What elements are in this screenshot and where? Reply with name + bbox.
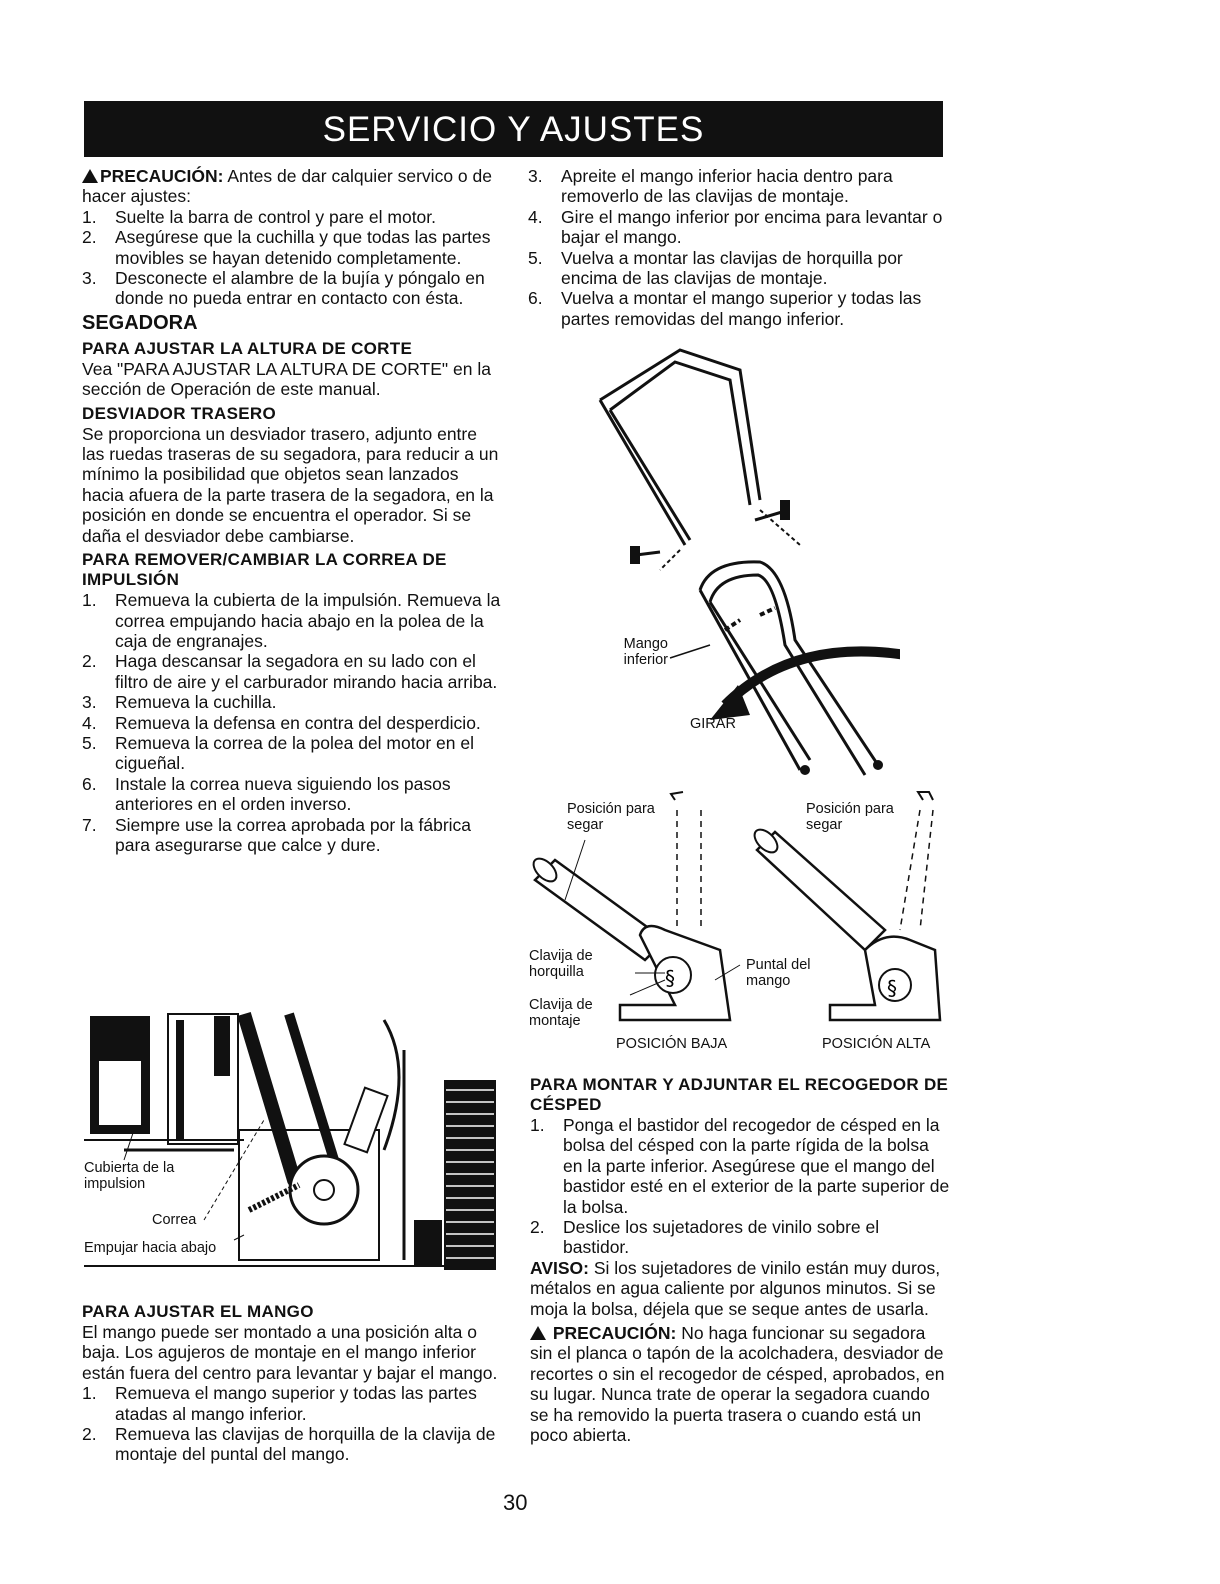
- mango-steps-cont: [528, 166, 948, 329]
- desviador-text: Se proporciona un desviador trasero, adjunto entre las ruedas traseras de su segadora, para reducir a un mínimo la posibilidad que objetos sean lanzados hacia afuera de la parte trasera de la segadora, en la posición en donde se encuentra el operador. Si se daña el desviador debe cambiarse.: [82, 423, 499, 546]
- warning-icon: [82, 169, 98, 183]
- label-posicion-alta: POSICIÓN ALTA: [822, 1036, 931, 1052]
- right-column: [528, 166, 948, 329]
- label-clavija-montaje: Clavija de montaje: [529, 997, 593, 1029]
- label-posicion-baja: POSICIÓN BAJA: [616, 1036, 728, 1052]
- list-item: 2. Deslice los sujetadores de vinilo sobre el bastidor.: [530, 1217, 880, 1258]
- label-clavija-horquilla: Clavija de horquilla: [529, 948, 593, 980]
- list-item: 5. Remueva la correa de la polea del motor en el cigueñal.: [82, 732, 474, 774]
- list-item: 1. Remueva la cubierta de la impulsión. Remueva la correa empujando hacia abajo en la polea de la caja de engranajes.: [82, 590, 501, 651]
- page-number: 30: [503, 1490, 528, 1515]
- recogedor-steps: [530, 1115, 950, 1258]
- svg-text:§: §: [887, 976, 897, 1000]
- heading-mango: PARA AJUSTAR EL MANGO: [82, 1302, 314, 1321]
- label-mango-inferior: Mango inferior: [623, 636, 668, 668]
- label-empujar: Empujar hacia abajo: [84, 1240, 217, 1256]
- label-cubierta: Cubierta de la impulsion: [84, 1160, 175, 1192]
- aviso-text: AVISO: Si los sujetadores de vinilo están muy duros, métalos en agua caliente por algunos minutos. Si se moja la bolsa, déjela que se seque antes de usarla.: [530, 1257, 941, 1319]
- list-item: 2. Haga descansar la segadora en su lado con el filtro de aire y el carburador mirando hacia arriba.: [82, 651, 498, 692]
- drive-belt-illustration: [84, 1010, 500, 1272]
- label-correa: Correa: [152, 1212, 197, 1228]
- mango-steps: [82, 1383, 502, 1465]
- list-item: 7. Siempre use la correa aprobada por la fábrica para asegurarse que calce y dure.: [82, 814, 472, 855]
- list-item: 4. Gire el mango inferior por encima para levantar o bajar el mango.: [528, 206, 943, 248]
- label-pos-segar-baja: Posición para segar: [567, 801, 655, 833]
- warning-icon: [530, 1326, 546, 1340]
- mango-text: El mango puede ser montado a una posición alta o baja. Los agujeros de montaje en el mango inferior están fuera del centro para levantar y bajar el mango.: [82, 1322, 498, 1383]
- list-item: 6. Vuelva a montar el mango superior y todas las partes removidas del mango inferior.: [528, 288, 922, 329]
- svg-text:§: §: [665, 966, 675, 990]
- list-item: 1. Suelte la barra de control y pare el motor.: [82, 206, 437, 227]
- caution-steps: [82, 207, 502, 309]
- left-column-bottom: [82, 1298, 502, 1465]
- altura-text: Vea "PARA AJUSTAR LA ALTURA DE CORTE" en la sección de Operación de este manual.: [82, 358, 491, 400]
- section-heading-segadora: SEGADORA: [82, 311, 198, 334]
- heading-desviador: DESVIADOR TRASERO: [82, 403, 277, 423]
- caution-intro: PRECAUCIÓN: Antes de dar calquier servico o de hacer ajustes:: [82, 166, 492, 207]
- label-puntal: Puntal del mango: [746, 957, 811, 989]
- left-column: [82, 166, 502, 855]
- list-item: 4. Remueva la defensa en contra del desperdicio.: [82, 712, 481, 733]
- list-item: 2. Asegúrese que la cuchilla y que todas las partes movibles se hayan detenido completamente.: [82, 227, 491, 268]
- list-item: 1. Ponga el bastidor del recogedor de césped en la bolsa del césped con la parte rígida de la bolsa en la parte inferior. Asegúrese que el mango del bastidor esté en el exterior de la parte superior de la bolsa.: [530, 1115, 950, 1217]
- list-item: 1. Remueva el mango superior y todas las partes atadas al mango inferior.: [82, 1383, 477, 1424]
- heading-altura: PARA AJUSTAR LA ALTURA DE CORTE: [82, 338, 413, 358]
- list-item: 2. Remueva las clavijas de horquilla de la clavija de montaje del puntal del mango.: [82, 1424, 496, 1465]
- right-column-bottom: [530, 1071, 950, 1446]
- label-pos-segar-alta: Posición para segar: [806, 801, 894, 833]
- list-item: 3. Desconecte el alambre de la bujía y póngalo en donde no pueda entrar en contacto con ésta.: [82, 268, 485, 309]
- list-item: 6. Instale la correa nueva siguiendo los pasos anteriores en el orden inverso.: [82, 773, 451, 815]
- list-item: 3. Remueva la cuchilla.: [82, 692, 277, 713]
- list-item: 5. Vuelva a montar las clavijas de horquilla por encima de las clavijas de montaje.: [528, 247, 903, 289]
- page-title: SERVICIO Y AJUSTES: [84, 101, 943, 157]
- caution2-text: PRECAUCIÓN: No haga funcionar su segadora sin el planca o tapón de la acolchadera, desviador de recortes o sin el recogedor de césped, aprobados, en su lugar. Nunca trate de operar la segadora cuando se ha removido la puerta trasera o cuando está un poco abierta.: [530, 1323, 945, 1446]
- list-item: 3. Apreite el mango inferior hacia dentro para removerlo de las clavijas de montaje.: [528, 166, 893, 207]
- heading-recogedor: PARA MONTAR Y ADJUNTAR EL RECOGEDOR DE CÉSPED: [530, 1075, 949, 1114]
- correa-steps: [82, 590, 502, 855]
- heading-correa: PARA REMOVER/CAMBIAR LA CORREA DE IMPULSIÓN: [82, 550, 447, 590]
- label-girar: GIRAR: [690, 716, 736, 732]
